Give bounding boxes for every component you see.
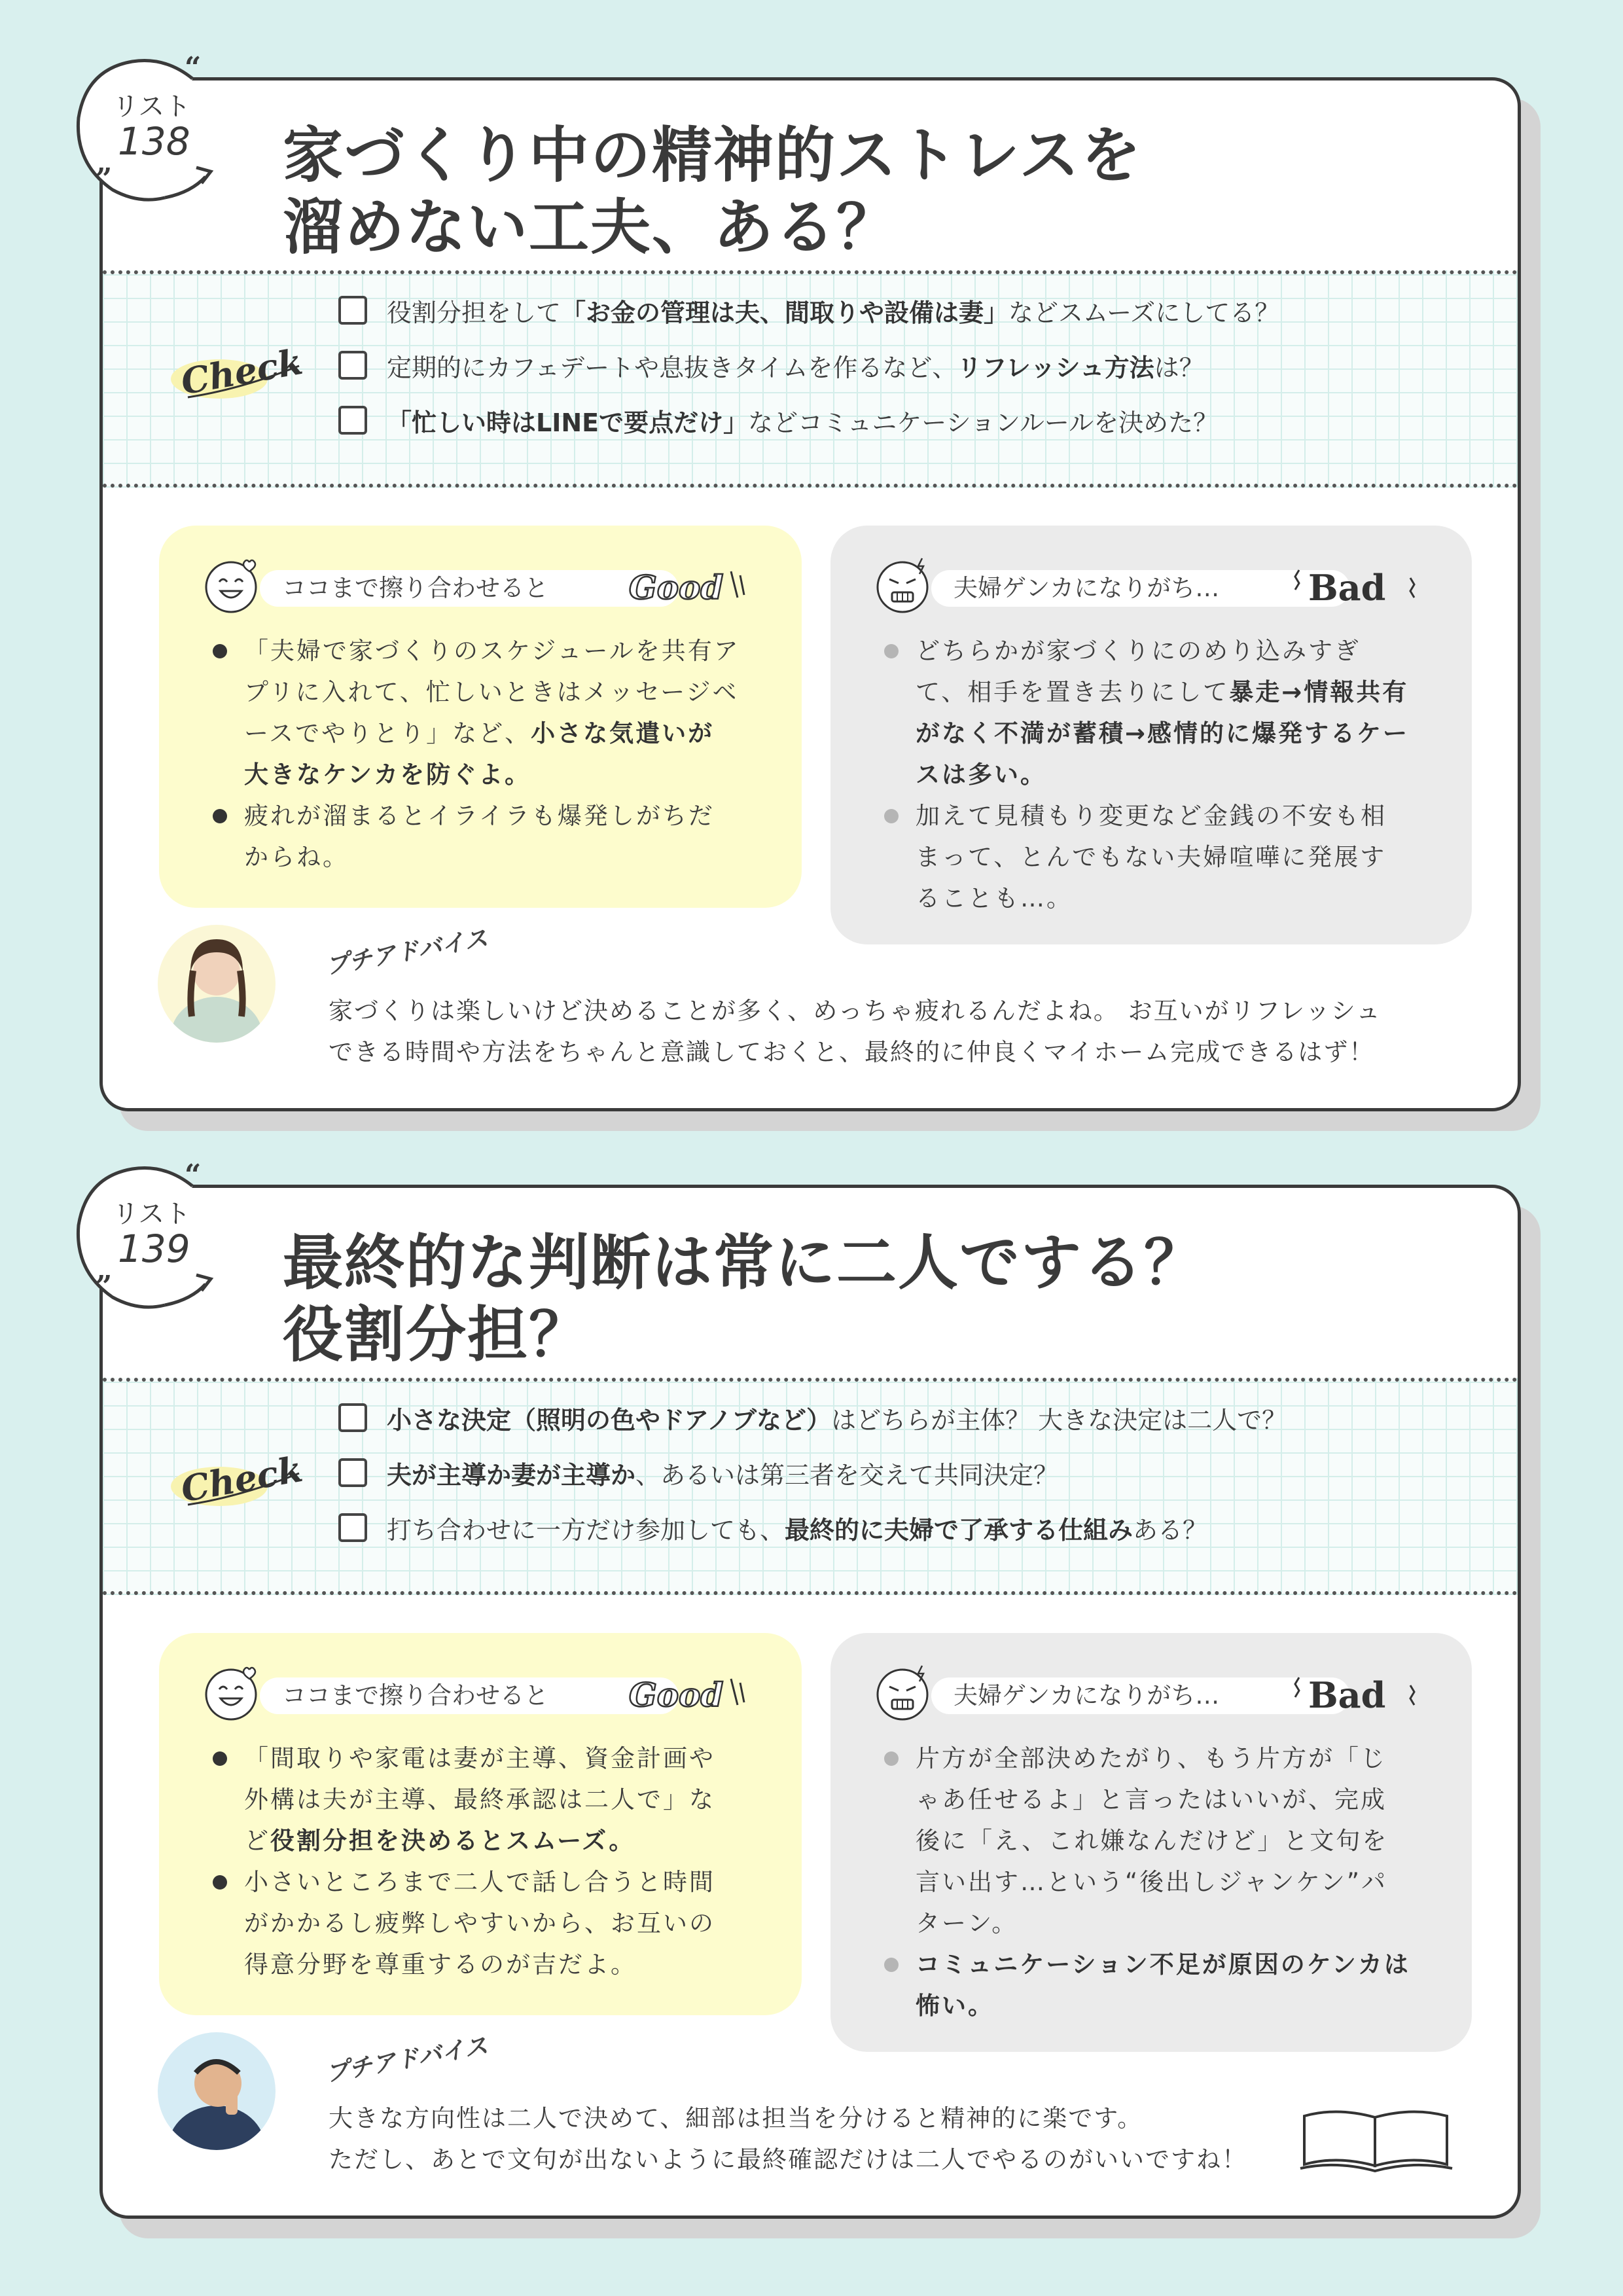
check-area (103, 270, 1518, 488)
section-card-139 (99, 1185, 1521, 2219)
checkbox[interactable] (338, 1513, 367, 1542)
angry-face-icon (872, 1663, 933, 1723)
svg-text:リスト: リスト (113, 92, 191, 122)
bad-panel (830, 526, 1472, 944)
checklist-item[interactable]: 定期的にカフェデートや息抜きタイムを作るなど、 リフレッシュ方法 は？ (338, 346, 1204, 384)
bad-label: 夫婦ゲンカになりがち… (931, 570, 1350, 607)
checkbox[interactable] (338, 1403, 367, 1432)
svg-text:Good: Good (629, 568, 724, 607)
advice-text: 大きな方向性は二人で決めて、細部は担当を分けると精神的に楽です。 ただし、あとで文句が出ないように最終確認だけは二人でやるのがいいですね！ (329, 2104, 1247, 2174)
list-item: コミュニケーション不足が原因のケンカは怖い。 (882, 1944, 1412, 2026)
checklist-item[interactable]: 「忙しい時はLINEで要点だけ」 などコミュニケーションルールを決めた？ (338, 401, 1218, 439)
checkbox[interactable] (338, 296, 367, 325)
checkbox[interactable] (338, 406, 367, 435)
bad-list (882, 1738, 1412, 2026)
good-mark-icon (621, 558, 749, 616)
list-item: 加えて見積もり変更など金銭の不安も相まって、とんでもない夫婦喧嘩に発展することも…。 (882, 795, 1412, 919)
happy-face-icon (201, 556, 261, 616)
advice-label: プチアドバイス (323, 2032, 490, 2088)
bad-mark-icon (1293, 1666, 1421, 1723)
svg-text:“: “ (185, 52, 202, 84)
advisor-photo (158, 2032, 276, 2150)
checklist-item[interactable]: 小さな決定（照明の色やドアノブなど） はどちらが主体？ 大きな決定は二人で？ (338, 1399, 1287, 1437)
svg-text:Bad: Bad (1308, 567, 1386, 609)
svg-text:”: ” (96, 1270, 113, 1303)
check-area (103, 1378, 1518, 1595)
checklist-item[interactable]: 打ち合わせに一方だけ参加しても、 最終的に夫婦で了承する仕組み ある？ (338, 1509, 1207, 1547)
check-logo (168, 337, 306, 409)
good-mark-icon (621, 1666, 749, 1723)
checkbox[interactable] (338, 351, 367, 380)
checklist-item[interactable]: 夫が主導か妻が主導か 、あるいは第三者を交えて共同決定？ (338, 1454, 1058, 1492)
checklist-item[interactable]: 役割分担をして 「お金の管理は夫、間取りや設備は妻」 などスムーズにしてる？ (338, 291, 1279, 329)
list-badge-139 (67, 1160, 219, 1312)
bad-label: 夫婦ゲンカになりがち… (931, 1677, 1350, 1714)
list-item: 「夫婦で家づくりのスケジュールを共有アプリに入れて、忙しいときはメッセージベースでやりとり」など、小さな気遣いが大きなケンカを防ぐよ。 (210, 630, 740, 795)
good-panel (159, 526, 802, 908)
checkbox[interactable] (338, 1458, 367, 1487)
svg-text:Good: Good (629, 1676, 724, 1714)
svg-text:“: “ (185, 1160, 202, 1192)
bad-list (882, 630, 1412, 919)
bad-mark-icon (1293, 558, 1421, 616)
advice-text: 家づくりは楽しいけど決めることが多く、めっちゃ疲れるんだよね。 お互いがリフレッシュ できる時間や方法をちゃんと意識しておくと、最終的に仲良くマイホーム完成できるはず！ (329, 997, 1382, 1066)
bad-panel (830, 1633, 1472, 2052)
angry-face-icon (872, 556, 933, 616)
happy-face-icon (201, 1663, 261, 1723)
svg-text:139: 139 (118, 1227, 190, 1271)
good-list (210, 1738, 740, 1985)
svg-text:Bad: Bad (1308, 1674, 1386, 1716)
good-list (210, 630, 740, 878)
good-panel (159, 1633, 802, 2015)
svg-text:Check: Check (177, 340, 306, 403)
list-badge-138 (67, 52, 219, 204)
list-item: 片方が全部決めたがり、もう片方が「じゃあ任せるよ」と言ったはいいが、完成後に「え、これ嫌なんだけど」と文句を言い出す…という“後出しジャンケン”パターン。 (882, 1738, 1412, 1944)
advice-label: プチアドバイス (323, 925, 490, 980)
svg-text:138: 138 (118, 119, 190, 164)
svg-text:”: ” (96, 162, 113, 196)
svg-text:リスト: リスト (113, 1199, 191, 1229)
check-logo (168, 1444, 306, 1516)
good-label: ココまで擦り合わせると (260, 1677, 679, 1714)
list-item: どちらかが家づくりにのめり込みすぎて、相手を置き去りにして暴走→情報共有がなく不満が蓄積→感情的に爆発するケースは多い。 (882, 630, 1412, 795)
list-item: 小さいところまで二人で話し合うと時間がかかるし疲弊しやすいから、お互いの得意分野を尊重するのが吉だよ。 (210, 1861, 740, 1985)
list-item: 疲れが溜まるとイライラも爆発しがちだからね。 (210, 795, 740, 878)
section-card-138 (99, 77, 1521, 1111)
list-item: 「間取りや家電は妻が主導、資金計画や外構は夫が主導、最終承認は二人で」など役割分担を決めるとスムーズ。 (210, 1738, 740, 1861)
good-label: ココまで擦り合わせると (260, 570, 679, 607)
svg-text:Check: Check (177, 1448, 306, 1511)
section-title: 家づくり中の精神的ストレスを 溜めない工夫、ある？ (283, 120, 1143, 262)
open-book-icon (1298, 2103, 1455, 2175)
section-title: 最終的な判断は常に二人でする？ 役割分担？ (283, 1228, 1206, 1370)
advisor-photo (158, 925, 276, 1043)
